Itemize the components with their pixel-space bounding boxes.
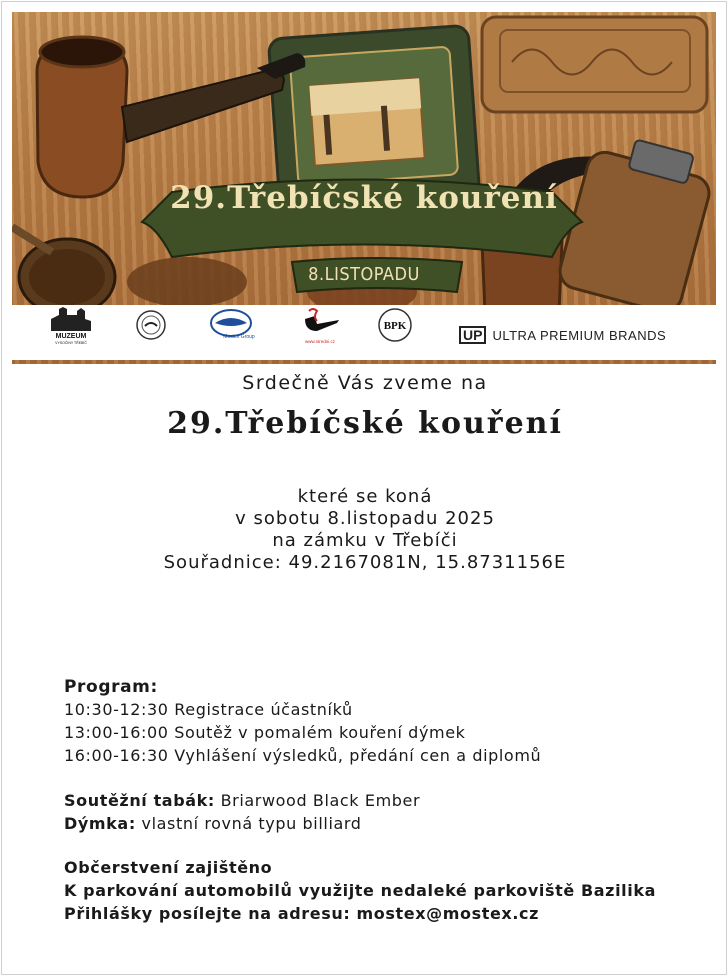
svg-text:www.stredni.cz: www.stredni.cz (304, 339, 336, 344)
notes-block (64, 856, 656, 925)
ribbon-date: 8.LISTOPADU (308, 264, 420, 285)
upb-mark: UP (459, 326, 486, 344)
svg-text:Mostex Group: Mostex Group (223, 334, 255, 340)
details-line: které se koná (297, 486, 433, 507)
pipe-shop-logo (295, 305, 345, 345)
ultra-premium-brands-logo (459, 324, 666, 346)
program-item: 13:00-16:00 Soutěž v pomalém kouření dýmek (64, 723, 466, 742)
pipe-value: vlastní rovná typu billiard (141, 814, 362, 833)
wooden-box-illustration (482, 17, 707, 112)
header-banner (12, 12, 716, 364)
competition-pipe (64, 812, 362, 835)
refreshments-note: Občerstvení zajištěno (64, 858, 273, 877)
pipe-label: Dýmka: (64, 814, 136, 833)
sponsor-strip (12, 305, 716, 360)
svg-text:BPK: BPK (383, 320, 407, 332)
tobacco-value: Briarwood Black Ember (220, 791, 421, 810)
club-seal-logo (134, 305, 168, 345)
parking-note: K parkování automobilů využijte nedaleké parkoviště Bazilika (64, 881, 656, 900)
tobacco-label: Soutěžní tabák: (64, 791, 215, 810)
event-details (2, 486, 728, 574)
details-coordinates: Souřadnice: 49.2167081N, 15.8731156E (163, 552, 567, 573)
mostex-logo (207, 305, 255, 345)
program-item: 16:00-16:30 Vyhlášení výsledků, předání cen a diplomů (64, 746, 542, 765)
pipe-illustration-left (37, 37, 305, 197)
svg-text:MUZEUM: MUZEUM (55, 333, 87, 340)
details-date: v sobotu 8.listopadu 2025 (235, 508, 495, 529)
invitation-intro: Srdečně Vás zveme na (242, 372, 488, 394)
registration-note: Přihlášky posílejte na adresu: mostex@mostex.cz (64, 904, 540, 923)
ribbon-title: 29.Třebíčské kouření (170, 180, 558, 216)
program-list (64, 698, 541, 767)
program-heading: Program: (64, 677, 158, 697)
competition-tobacco (64, 789, 420, 812)
program-item: 10:30-12:30 Registrace účastníků (64, 700, 353, 719)
event-title: 29.Třebíčské kouření (167, 406, 563, 441)
invitation-page (1, 1, 727, 975)
upb-name: ULTRA PREMIUM BRANDS (492, 327, 667, 343)
svg-text:VYSOČINY TŘEBÍČ: VYSOČINY TŘEBÍČ (55, 341, 87, 345)
bpk-logo (375, 305, 415, 345)
details-venue: na zámku v Třebíči (272, 530, 458, 551)
muzeum-logo (47, 305, 95, 345)
